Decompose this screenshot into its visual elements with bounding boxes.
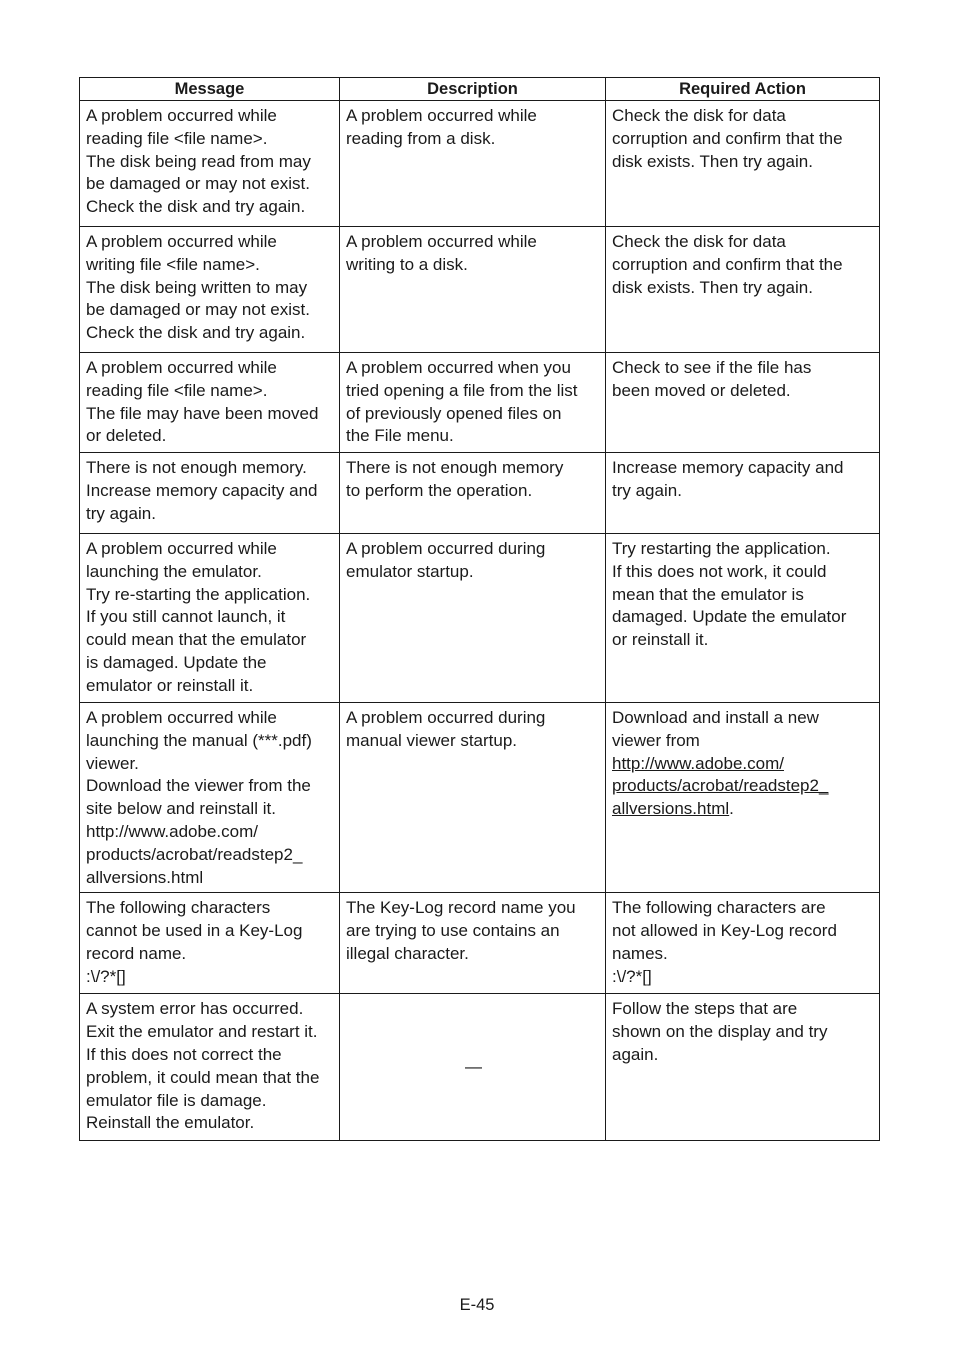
description-cell bbox=[340, 534, 606, 703]
action-line: viewer from bbox=[612, 730, 700, 750]
action-line: Follow the steps that are bbox=[612, 999, 798, 1019]
message-line: If you still cannot launch, it bbox=[86, 607, 286, 627]
action-line: corruption and confirm that the bbox=[612, 254, 843, 274]
action-cell bbox=[606, 101, 880, 227]
description-line: are trying to use contains an bbox=[346, 921, 560, 941]
message-line: Check the disk and try again. bbox=[86, 323, 306, 343]
description-cell bbox=[340, 453, 606, 534]
action-line: Check the disk for data bbox=[612, 232, 786, 251]
page-number: E-45 bbox=[459, 1296, 495, 1314]
action-line: disk exists. Then try again. bbox=[612, 277, 813, 297]
message-line: site below and reinstall it. bbox=[86, 799, 276, 819]
description-line: manual viewer startup. bbox=[346, 730, 518, 750]
message-line: http://www.adobe.com/ bbox=[86, 821, 258, 841]
action-line: If this does not work, it could bbox=[612, 561, 827, 581]
message-line: is damaged. Update the bbox=[86, 652, 267, 672]
message-line: try again. bbox=[86, 503, 156, 523]
table-row bbox=[80, 353, 880, 453]
error-message-table bbox=[79, 77, 880, 1141]
message-line: A problem occurred while bbox=[86, 539, 277, 558]
action-line: Check the disk for data bbox=[612, 106, 786, 125]
description-line: to perform the operation. bbox=[346, 480, 533, 500]
message-line: launching the emulator. bbox=[86, 561, 262, 581]
action-cell bbox=[606, 227, 880, 353]
message-line: A system error has occurred. bbox=[86, 999, 304, 1019]
message-line: A problem occurred while bbox=[86, 708, 277, 727]
table-row bbox=[80, 703, 880, 893]
action-line: Try restarting the application. bbox=[612, 539, 831, 558]
description-line: emulator startup. bbox=[346, 561, 474, 581]
message-cell bbox=[80, 353, 340, 453]
message-line: Exit the emulator and restart it. bbox=[86, 1022, 318, 1042]
message-line: reading file <file name>. bbox=[86, 128, 268, 148]
message-cell bbox=[80, 703, 340, 893]
message-cell bbox=[80, 101, 340, 227]
action-line: names. bbox=[612, 943, 668, 963]
link-suffix: . bbox=[729, 799, 734, 819]
message-line: viewer. bbox=[86, 753, 139, 773]
table-row bbox=[80, 994, 880, 1141]
message-line: Increase memory capacity and bbox=[86, 480, 318, 500]
adobe-link[interactable]: http://www.adobe.com/ bbox=[612, 753, 784, 773]
action-cell bbox=[606, 703, 880, 893]
message-line: The disk being written to may bbox=[86, 277, 308, 297]
message-line: A problem occurred while bbox=[86, 358, 277, 377]
adobe-link-line bbox=[612, 753, 875, 776]
table-row bbox=[80, 534, 880, 703]
description-line: A problem occurred while bbox=[346, 232, 537, 251]
message-line: could mean that the emulator bbox=[86, 630, 307, 650]
message-line: A problem occurred while bbox=[86, 106, 277, 125]
header-description: Description bbox=[340, 78, 606, 101]
table-row bbox=[80, 101, 880, 227]
action-line: corruption and confirm that the bbox=[612, 128, 843, 148]
message-line: be damaged or may not exist. bbox=[86, 174, 310, 194]
message-line: A problem occurred while bbox=[86, 232, 277, 251]
message-line: products/acrobat/readstep2_ bbox=[86, 844, 303, 864]
adobe-link-line bbox=[612, 798, 875, 821]
message-line: The file may have been moved bbox=[86, 403, 319, 423]
message-line: launching the manual (***.pdf) bbox=[86, 730, 312, 750]
description-cell-dash: — bbox=[340, 994, 606, 1141]
action-cell bbox=[606, 353, 880, 453]
description-line: A problem occurred during bbox=[346, 539, 546, 558]
action-line: Download and install a new bbox=[612, 708, 819, 727]
adobe-link-line bbox=[612, 775, 875, 798]
action-line: not allowed in Key-Log record bbox=[612, 921, 837, 941]
table-header-row bbox=[80, 78, 880, 101]
message-line: record name. bbox=[86, 943, 187, 963]
description-line: A problem occurred while bbox=[346, 106, 537, 125]
description-cell bbox=[340, 893, 606, 994]
message-line: There is not enough memory. bbox=[86, 458, 307, 477]
message-cell bbox=[80, 453, 340, 534]
description-line: the File menu. bbox=[346, 426, 454, 446]
header-message: Message bbox=[80, 78, 340, 101]
message-line: be damaged or may not exist. bbox=[86, 300, 310, 320]
action-line: shown on the display and try bbox=[612, 1022, 828, 1042]
message-line: cannot be used in a Key-Log bbox=[86, 921, 303, 941]
message-line: emulator or reinstall it. bbox=[86, 675, 254, 695]
message-line: emulator file is damage. bbox=[86, 1090, 267, 1110]
message-cell bbox=[80, 893, 340, 994]
message-line: Try re-starting the application. bbox=[86, 584, 311, 604]
action-line: mean that the emulator is bbox=[612, 584, 804, 604]
message-line: or deleted. bbox=[86, 426, 167, 446]
message-line: If this does not correct the bbox=[86, 1044, 282, 1064]
action-line: disk exists. Then try again. bbox=[612, 151, 813, 171]
description-cell bbox=[340, 227, 606, 353]
action-line: damaged. Update the emulator bbox=[612, 607, 847, 627]
message-line: reading file <file name>. bbox=[86, 380, 268, 400]
description-line: The Key-Log record name you bbox=[346, 898, 576, 918]
message-cell bbox=[80, 227, 340, 353]
message-line: allversions.html bbox=[86, 867, 204, 887]
message-line: The following characters bbox=[86, 898, 271, 918]
action-line: :\/?*[] bbox=[612, 966, 652, 986]
message-line: Reinstall the emulator. bbox=[86, 1113, 255, 1133]
description-cell bbox=[340, 101, 606, 227]
description-line: reading from a disk. bbox=[346, 128, 496, 148]
message-line: problem, it could mean that the bbox=[86, 1067, 320, 1087]
action-line: been moved or deleted. bbox=[612, 380, 791, 400]
message-line: The disk being read from may bbox=[86, 151, 311, 171]
description-line: of previously opened files on bbox=[346, 403, 562, 423]
action-line: Increase memory capacity and bbox=[612, 458, 844, 477]
description-line: A problem occurred when you bbox=[346, 358, 571, 377]
description-cell bbox=[340, 703, 606, 893]
header-required-action: Required Action bbox=[606, 78, 880, 101]
description-line: tried opening a file from the list bbox=[346, 380, 578, 400]
description-line: writing to a disk. bbox=[346, 254, 468, 274]
description-line: There is not enough memory bbox=[346, 458, 564, 477]
message-cell bbox=[80, 534, 340, 703]
action-line: or reinstall it. bbox=[612, 630, 709, 650]
action-line: The following characters are bbox=[612, 898, 826, 918]
action-line: Check to see if the file has bbox=[612, 358, 812, 377]
action-line: again. bbox=[612, 1044, 659, 1064]
description-line: A problem occurred during bbox=[346, 708, 546, 727]
table-row bbox=[80, 453, 880, 534]
action-cell bbox=[606, 893, 880, 994]
table-row bbox=[80, 227, 880, 353]
action-cell bbox=[606, 453, 880, 534]
message-line: Download the viewer from the bbox=[86, 776, 311, 796]
message-line: :\/?*[] bbox=[86, 966, 126, 986]
description-cell bbox=[340, 353, 606, 453]
action-line: try again. bbox=[612, 480, 682, 500]
description-line: illegal character. bbox=[346, 943, 469, 963]
adobe-link[interactable]: allversions.html bbox=[612, 799, 730, 819]
action-cell bbox=[606, 534, 880, 703]
action-cell bbox=[606, 994, 880, 1141]
table-row bbox=[80, 893, 880, 994]
message-line: writing file <file name>. bbox=[86, 254, 260, 274]
adobe-link[interactable]: products/acrobat/readstep2_ bbox=[612, 776, 829, 796]
message-cell bbox=[80, 994, 340, 1141]
message-line: Check the disk and try again. bbox=[86, 197, 306, 217]
